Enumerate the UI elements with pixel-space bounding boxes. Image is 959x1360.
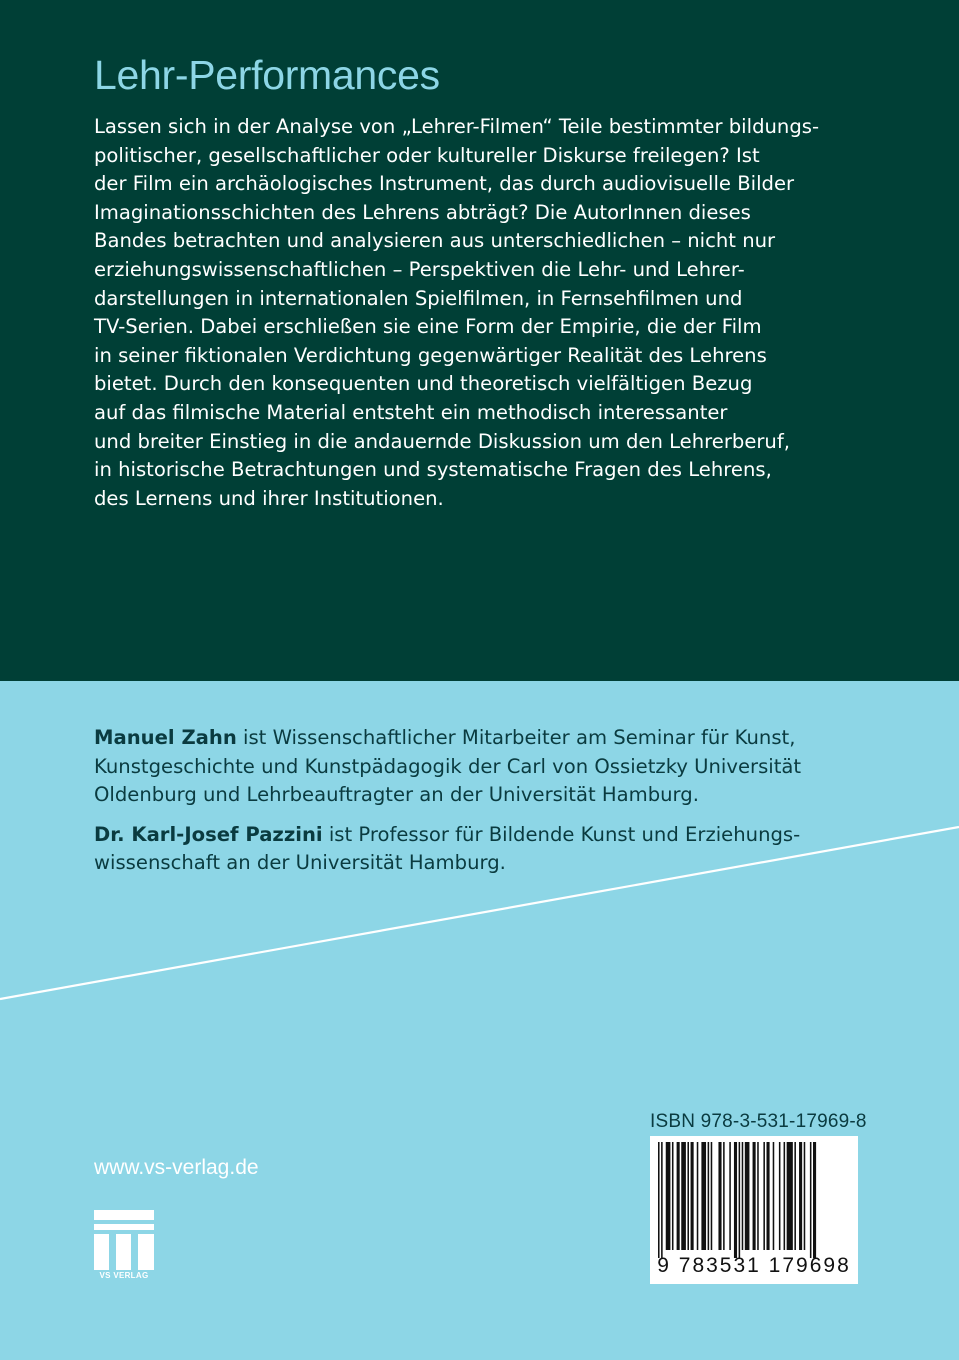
vs-verlag-logo (94, 1210, 154, 1284)
barcode-bar (677, 1142, 680, 1250)
barcode (650, 1136, 858, 1284)
publisher-url: www.vs-verlag.de (94, 1156, 259, 1179)
author-bio-line: wissenschaft an der Universität Hamburg. (94, 851, 506, 875)
blurb-line: erziehungswissenschaftlichen – Perspektiven die Lehr- und Lehrer- (94, 257, 745, 281)
blurb-line: des Lernens und ihrer Institutionen. (94, 486, 444, 510)
barcode-bar (672, 1142, 674, 1250)
blurb-line: und breiter Einstieg in die andauernde Diskussion um den Lehrerberuf, (94, 429, 790, 453)
barcode-bar (723, 1142, 725, 1250)
barcode-bar (661, 1142, 663, 1258)
book-title: Lehr-Performances (94, 52, 440, 98)
author-bio-text: ist Wissenschaftlicher Mitarbeiter am Seminar für Kunst, (236, 726, 796, 749)
barcode-digits: 9 783531 179698 (657, 1254, 851, 1277)
barcode-bar (708, 1142, 710, 1250)
barcode-bar (734, 1142, 737, 1258)
barcode-bar (784, 1142, 786, 1250)
barcode-bar (718, 1142, 721, 1250)
author-bio-text: ist Professor für Bildende Kunst und Erziehungs- (322, 822, 801, 846)
barcode-bar (687, 1142, 689, 1250)
author-name: Manuel Zahn (94, 726, 237, 749)
barcode-bar (745, 1142, 750, 1250)
author-name: Dr. Karl-Josef Pazzini (94, 822, 323, 846)
blurb-line: auf das filmische Material entsteht ein methodisch interessanter (94, 400, 728, 424)
barcode-bar (742, 1142, 744, 1250)
barcode-bar (804, 1142, 806, 1250)
barcode-bar (810, 1142, 812, 1258)
author-bio-line (94, 724, 894, 753)
author-bio (94, 724, 894, 810)
author-bio-line (94, 821, 894, 850)
blurb-line: der Film ein archäologisches Instrument, das durch audiovisuelle Bilder (94, 172, 795, 196)
barcode-bar (666, 1142, 671, 1250)
barcode-bar (658, 1142, 660, 1258)
author-bios (94, 724, 894, 889)
blurb-line: bietet. Durch den konsequenten und theoretisch vielfältigen Bezug (94, 372, 753, 396)
barcode-bar (739, 1142, 741, 1258)
barcode-bar (691, 1142, 694, 1250)
isbn-label: ISBN 978-3-531-17969-8 (650, 1111, 867, 1132)
barcode-bar (799, 1142, 802, 1250)
blurb-line: in historische Betrachtungen und systematische Fragen des Lehrens, (94, 458, 772, 482)
barcode-bar (787, 1142, 793, 1250)
blurb-line: Lassen sich in der Analyse von „Lehrer-Filmen“ Teile bestimmter bildungs- (94, 115, 820, 138)
barcode-bar (757, 1142, 759, 1250)
blurb-line: darstellungen in internationalen Spielfilmen, in Fernsehfilmen und (94, 286, 743, 310)
blurb-line: TV-Serien. Dabei erschließen sie eine Form der Empirie, die der Film (94, 315, 762, 339)
barcode-bar (711, 1142, 713, 1250)
author-bio (94, 821, 894, 878)
logo-label: VS VERLAG (99, 1271, 149, 1280)
barcode-bar (813, 1142, 816, 1258)
author-bio-line: Kunstgeschichte und Kunstpädagogik der Carl von Ossietzky Universität (94, 754, 802, 778)
vs-verlag-logo-icon (94, 1210, 154, 1270)
barcode-bar (773, 1142, 775, 1250)
barcode-bar (753, 1142, 756, 1250)
barcode-bar (779, 1142, 781, 1250)
blurb-line: Bandes betrachten und analysieren aus unterschiedlichen – nicht nur (94, 229, 776, 253)
blurb-line: in seiner fiktionalen Verdichtung gegenwärtiger Realität des Lehrens (94, 343, 767, 367)
blurb-line: Imaginationsschichten des Lehrens abträgt? Die AutorInnen dieses (94, 200, 751, 224)
barcode-bar (701, 1142, 706, 1250)
barcode-bar (697, 1142, 699, 1250)
book-blurb (94, 113, 894, 513)
barcode-bar (763, 1142, 765, 1250)
barcode-bar (794, 1142, 796, 1250)
author-bio-line: Oldenburg und Lehrbeauftragter an der Universität Hamburg. (94, 783, 699, 807)
barcode-bar (681, 1142, 686, 1250)
barcode-bar (729, 1142, 731, 1250)
blurb-line: politischer, gesellschaftlicher oder kultureller Diskurse freilegen? Ist (94, 143, 760, 167)
barcode-bar (767, 1142, 770, 1250)
